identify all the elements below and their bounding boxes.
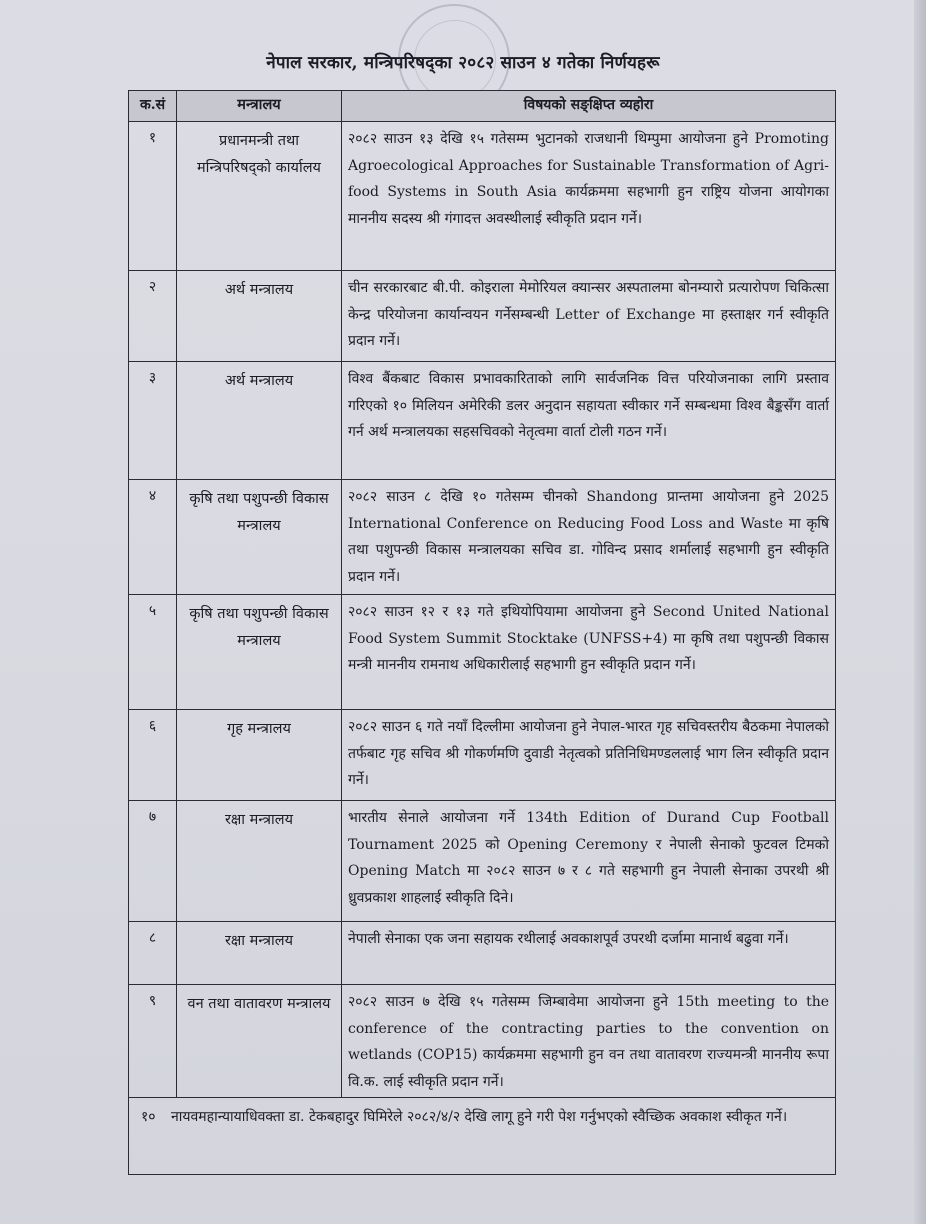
- row-summary: २०८२ साउन १३ देखि १५ गतेसम्म भुटानको राजधानी थिम्पुमा आयोजना हुने Promoting Agroecological Approaches for Sustainable Transformation of Agri-food Systems in South Asia कार्यक्रममा सहभागी हुन राष्ट्रिय योजना आयोगका माननीय सदस्य श्री गंगादत्त अवस्थीलाई स्वीकृति प्रदान गर्ने।: [348, 131, 829, 227]
- row-summary: २०८२ साउन ८ देखि १० गतेसम्म चीनको Shandong प्रान्तमा आयोजना हुने 2025 International Conference on Reducing Food Loss and Waste मा कृषि तथा पशुपन्छी विकास मन्त्रालयका सचिव डा. गोविन्द प्रसाद शर्मालाई सहभागी हुन स्वीकृति प्रदान गर्ने।: [348, 489, 829, 585]
- row-serial: ९: [129, 985, 177, 1097]
- row-ministry: प्रधानमन्त्री तथा मन्त्रिपरिषद्को कार्यालय: [177, 122, 342, 270]
- row-ministry: अर्थ मन्त्रालय: [177, 362, 342, 479]
- row-summary: नायवमहान्यायाधिवक्ता डा. टेकबहादुर घिमिरेले २०८२/४/२ देखि लागू हुने गरी पेश गर्नुभएको स्वैच्छिक अवकाश स्वीकृत गर्ने।: [171, 1109, 788, 1125]
- final-row-cell: [129, 1098, 835, 1174]
- decisions-table: [128, 90, 836, 1175]
- row-summary: २०८२ साउन ७ देखि १५ गतेसम्म जिम्बावेमा आयोजना हुने 15th meeting to the conference of the contracting parties to the convention on wetlands (COP15) कार्यक्रममा सहभागी हुन वन तथा वातावरण राज्यमन्त्री माननीय रूपा वि.क. लाई स्वीकृति प्रदान गर्ने।: [348, 994, 829, 1090]
- row-ministry: वन तथा वातावरण मन्त्रालय: [177, 985, 342, 1097]
- paper-edge: [914, 0, 926, 1224]
- row-ministry: कृषि तथा पशुपन्छी विकास मन्त्रालय: [177, 480, 342, 594]
- table-row: [129, 595, 835, 710]
- row-ministry: अर्थ मन्त्रालय: [177, 271, 342, 361]
- table-row: [129, 801, 835, 922]
- row-summary: नेपाली सेनाका एक जना सहायक रथीलाई अवकाशपूर्व उपरथी दर्जामा मानार्थ बढुवा गर्ने।: [348, 931, 789, 947]
- row-summary: विश्व बैंकबाट विकास प्रभावकारिताको लागि सार्वजनिक वित्त परियोजनाका लागि प्रस्ताव गरिएको १० मिलियन अमेरिकी डलर अनुदान सहायता स्वीकार गर्ने सम्बन्धमा विश्व बैङ्कसँग वार्ता गर्न अर्थ मन्त्रालयका सहसचिवको नेतृत्वमा वार्ता टोली गठन गर्ने।: [348, 371, 829, 440]
- row-summary: भारतीय सेनाले आयोजना गर्ने 134th Edition of Durand Cup Football Tournament 2025 को Opening Ceremony र नेपाली सेनाको फुटवल टिमको Opening Match मा २०८२ साउन ७ र ८ गते सहभागी हुन नेपाली सेनाका उपरथी श्री ध्रुवप्रकाश शाहलाई स्वीकृति दिने।: [348, 810, 829, 906]
- row-ministry: गृह मन्त्रालय: [177, 710, 342, 800]
- row-summary: २०८२ साउन ६ गते नयाँ दिल्लीमा आयोजना हुने नेपाल-भारत गृह सचिवस्तरीय बैठकमा नेपालको तर्फबाट गृह सचिव श्री गोकर्णमणि दुवाडी नेतृत्वको प्रतिनिधिमण्डललाई भाग लिन स्वीकृति प्रदान गर्ने।: [348, 719, 829, 788]
- row-ministry: कृषि तथा पशुपन्छी विकास मन्त्रालय: [177, 595, 342, 709]
- row-serial: ४: [129, 480, 177, 594]
- table-row: [129, 985, 835, 1098]
- row-summary: २०८२ साउन १२ र १३ गते इथियोपियामा आयोजना हुने Second United National Food System Summit Stocktake (UNFSS+4) मा कृषि तथा पशुपन्छी विकास मन्त्री माननीय रामनाथ अधिकारीलाई सहभागी हुन स्वीकृति प्रदान गर्ने।: [348, 604, 829, 673]
- header-ministry: मन्त्रालय: [177, 91, 342, 121]
- table-row-final: [129, 1098, 835, 1174]
- table-row: [129, 710, 835, 801]
- table-header-row: [129, 91, 835, 122]
- table-row: [129, 362, 835, 480]
- table-row: [129, 271, 835, 362]
- header-serial: क.सं: [129, 91, 177, 121]
- table-row: [129, 922, 835, 985]
- page-title: नेपाल सरकार, मन्त्रिपरिषद्का २०८२ साउन ४ गतेका निर्णयहरू: [266, 53, 660, 73]
- row-serial: ३: [129, 362, 177, 479]
- row-serial: १: [129, 122, 177, 270]
- row-serial: ६: [129, 710, 177, 800]
- row-serial: ८: [129, 922, 177, 984]
- header-summary: विषयको सङ्क्षिप्त व्यहोरा: [523, 97, 654, 113]
- row-ministry: रक्षा मन्त्रालय: [177, 801, 342, 921]
- row-serial: ५: [129, 595, 177, 709]
- row-summary: चीन सरकारबाट बी.पी. कोइराला मेमोरियल क्यान्सर अस्पतालमा बोनम्यारो प्रत्यारोपण चिकित्सा केन्द्र परियोजना कार्यान्वयन गर्नेसम्बन्धी Letter of Exchange मा हस्ताक्षर गर्न स्वीकृति प्रदान गर्ने।: [348, 280, 829, 349]
- row-ministry: रक्षा मन्त्रालय: [177, 922, 342, 984]
- row-serial: १०: [141, 1109, 156, 1125]
- row-serial: २: [129, 271, 177, 361]
- table-row: [129, 122, 835, 271]
- table-row: [129, 480, 835, 595]
- row-serial: ७: [129, 801, 177, 921]
